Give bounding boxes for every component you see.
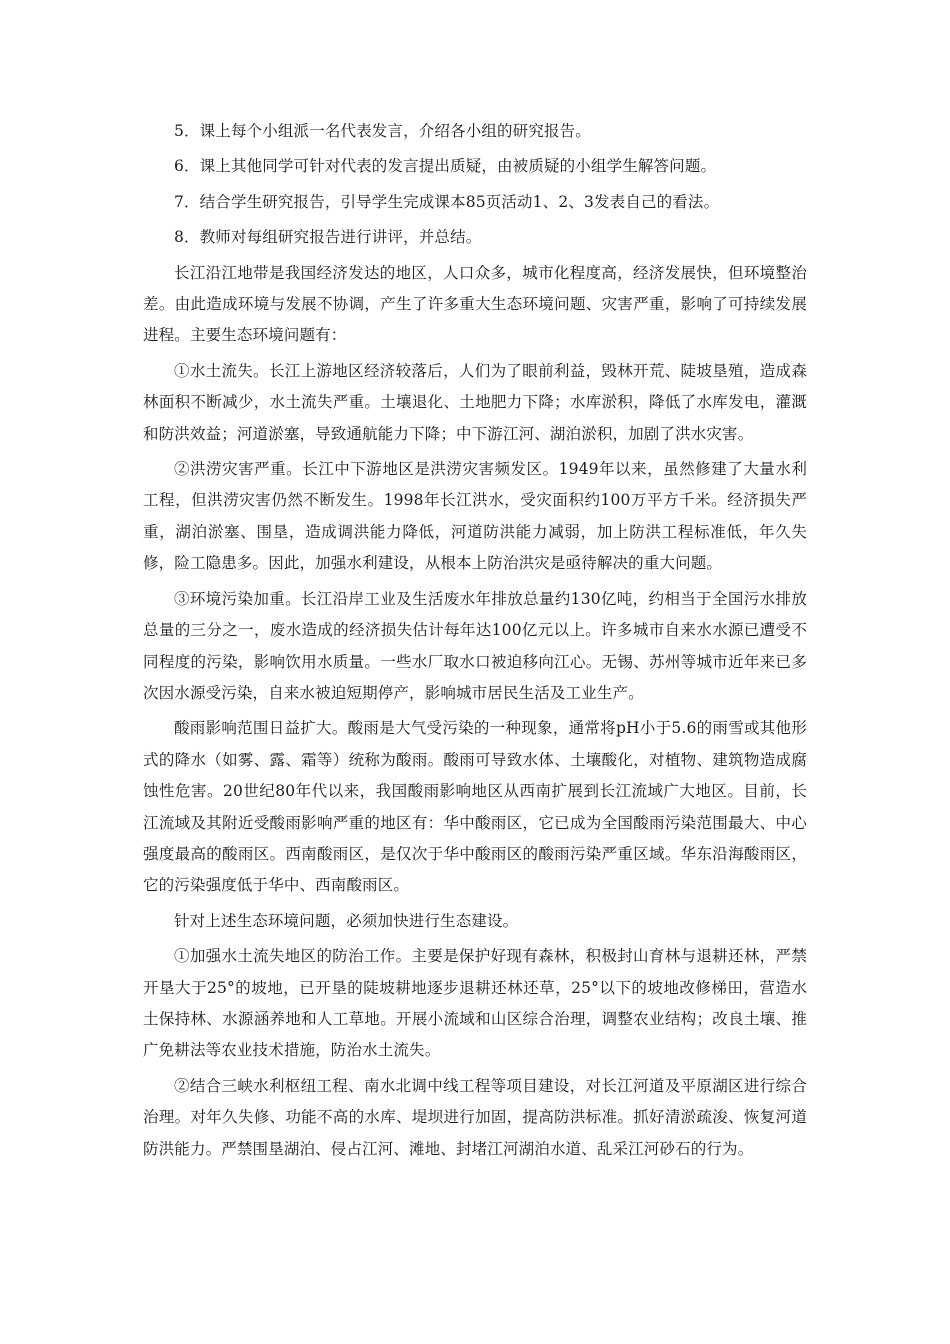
paragraph-soil-erosion: ①水土流失。长江上游地区经济较落后，人们为了眼前利益，毁林开荒、陡坡垦殖，造成森林面积不断减少，水土流失严重。土壤退化、土地肥力下降；水库淤积，降低了水库发电，灌溉和防洪效益；河道淤塞，导致通航能力下降；中下游江河、湖泊淤积，加剧了洪水灾害。 <box>143 361 807 443</box>
paragraph-pollution: ③环境污染加重。长江沿岸工业及生活废水年排放总量约130亿吨，约相当于全国污水排放总量的三分之一，废水造成的经济损失估计每年达100亿元以上。许多城市自来水水源已遭受不同程度的污染，影响饮用水质量。一些水厂取水口被迫移向江心。无锡、苏州等城市近年来已多次因水源受污染，自来水被迫短期停产，影响城市居民生活及工业生产。 <box>143 589 807 702</box>
paragraph-river-management: ②结合三峡水利枢纽工程、南水北调中线工程等项目建设，对长江河道及平原湖区进行综合治理。对年久失修、功能不高的水库、堤坝进行加固，提高防洪标准。抓好清淤疏浚、恢复河道防洪能力。严禁围垦湖泊、侵占江河、滩地、封堵江河湖泊水道、乱采江河砂石的行为。 <box>143 1076 807 1158</box>
paragraph-flood-disaster: ②洪涝灾害严重。长江中下游地区是洪涝灾害频发区。1949年以来，虽然修建了大量水利工程，但洪涝灾害仍然不断发生。1998年长江洪水，受灾面积约100万平方千米。经济损失严重，湖泊淤塞、围垦，造成调洪能力降低，河道防洪能力减弱，加上防洪工程标准低，年久失修，险工隐患多。因此，加强水利建设，从根本上防治洪灾是亟待解决的重大问题。 <box>143 460 807 573</box>
paragraph-step-7: 7．结合学生研究报告，引导学生完成课本85页活动1、2、3发表自己的看法。 <box>174 192 720 211</box>
paragraph-step-5: 5．课上每个小组派一名代表发言，介绍各小组的研究报告。 <box>174 122 591 140</box>
document-body <box>143 116 807 1169</box>
paragraph-erosion-control: ①加强水土流失地区的防治工作。主要是保护好现有森林，积极封山育林与退耕还林，严禁开垦大于25°的坡地，已开垦的陡坡耕地逐步退耕还林还草，25°以下的坡地改修梯田，营造水土保持林、水源涵养地和人工草地。开展小流域和山区综合治理，调整农业结构；改良土壤、推广免耕法等农业技术措施，防治水土流失。 <box>143 947 807 1060</box>
paragraph-step-8: 8．教师对每组研究报告进行讲评，并总结。 <box>174 228 482 247</box>
paragraph-step-6: 6．课上其他同学可针对代表的发言提出质疑，由被质疑的小组学生解答问题。 <box>174 157 717 176</box>
paragraph-ecological-construction: 针对上述生态环境问题，必须加快进行生态建设。 <box>174 911 519 930</box>
paragraph-intro: 长江沿江地带是我国经济发达的地区，人口众多，城市化程度高，经济发展快，但环境整治差。由此造成环境与发展不协调，产生了许多重大生态环境问题、灾害严重，影响了可持续发展进程。主要生态环境问题有： <box>143 263 807 345</box>
paragraph-acid-rain: 酸雨影响范围日益扩大。酸雨是大气受污染的一种现象，通常将pH小于5.6的雨雪或其他形式的降水（如雾、露、霜等）统称为酸雨。酸雨可导致水体、土壤酸化，对植物、建筑物造成腐蚀性危害。20世纪80年代以来，我国酸雨影响地区从西南扩展到长江流域广大地区。目前，长江流域及其附近受酸雨影响严重的地区有：华中酸雨区，它已成为全国酸雨污染范围最大、中心强度最高的酸雨区。西南酸雨区，是仅次于华中酸雨区的酸雨污染严重区域。华东沿海酸雨区，它的污染强度低于华中、西南酸雨区。 <box>143 719 807 895</box>
